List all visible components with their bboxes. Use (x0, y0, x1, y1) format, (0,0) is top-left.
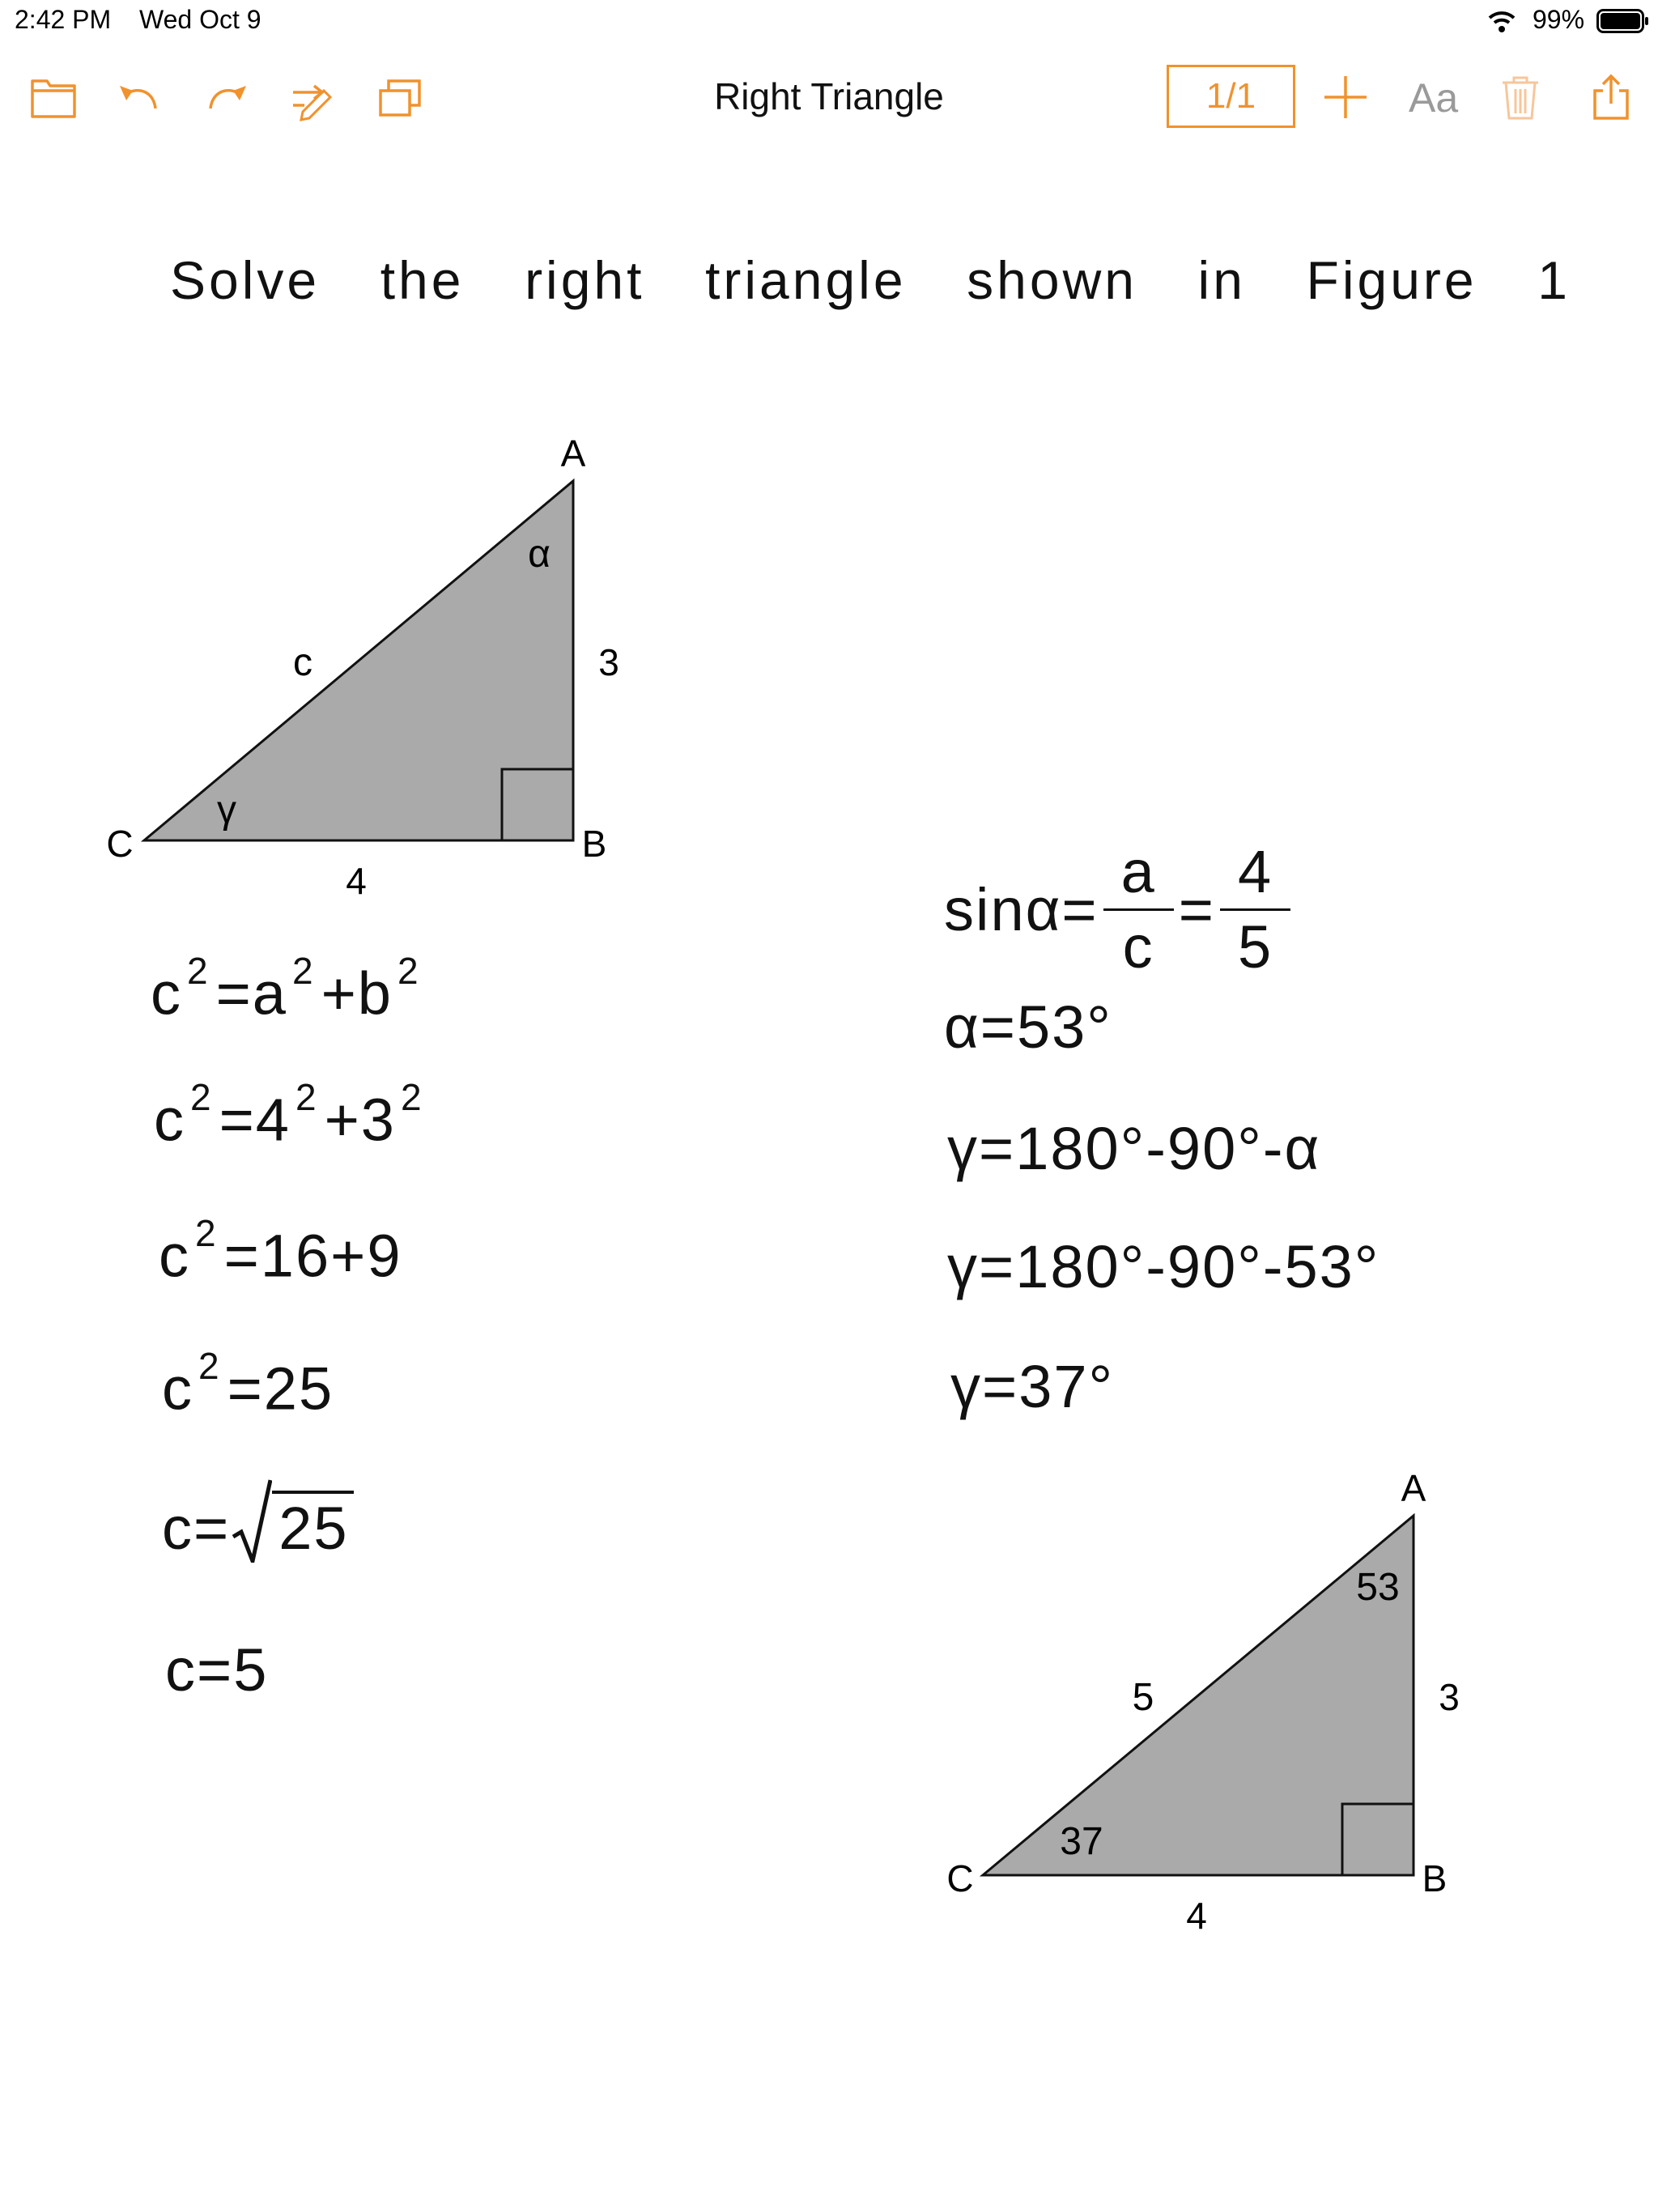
angle-label-gamma: γ (217, 789, 236, 832)
step-sine-ratio: sinα= $\frac{a}{c}$ = $\frac{4}{5}$ (944, 836, 1295, 984)
side-label-a: 3 (598, 641, 619, 683)
heading-word: in (1197, 250, 1246, 310)
step-gamma-result: γ=37° (950, 1353, 1115, 1420)
status-time: 2:42 PM (15, 5, 112, 34)
heading-word: the (380, 250, 465, 310)
step-squares: c $^2$ =16+9 (159, 1212, 402, 1290)
step-alpha-value: α=53° (944, 993, 1112, 1061)
triangle-2-shape (983, 1516, 1414, 1875)
step-gamma-substitution: γ=180°-90°-53° (947, 1233, 1380, 1300)
heading-word: Figure (1306, 250, 1477, 310)
fraction-4-over-5: $\frac{4}{5}$ (1220, 836, 1290, 984)
vertex-label-c: C (106, 823, 134, 865)
vertex-label-a: A (560, 432, 586, 474)
radical: 25 (230, 1478, 353, 1563)
angle-label-alpha: α (528, 533, 551, 576)
heading-word: right (525, 250, 645, 310)
vertex-label-c-2: C (946, 1857, 974, 1899)
side-label-c: c (293, 641, 312, 684)
status-date: Wed Oct 9 (139, 5, 261, 34)
step-pythagorean-formula: c $^2$ =a $^2$ +b $^2$ (151, 950, 420, 1027)
angle-label-c-2: 37 (1060, 1820, 1103, 1863)
font-button[interactable]: Aa (1409, 75, 1459, 121)
fraction-a-over-c: $\frac{a}{c}$ (1103, 836, 1174, 984)
heading-word: shown (967, 250, 1137, 310)
side-label-b: 4 (346, 860, 367, 902)
vertex-label-b-2: B (1422, 1857, 1448, 1899)
heading-word: 1 (1537, 250, 1571, 310)
battery-percent: 99% (1533, 5, 1585, 34)
step-square-root: c= 25 (162, 1478, 354, 1563)
angle-label-a-2: 53 (1356, 1566, 1400, 1609)
side-label-a-2: 3 (1439, 1676, 1460, 1718)
step-sum: c $^2$ =25 (162, 1345, 334, 1423)
page-indicator[interactable]: 1/1 (1167, 65, 1295, 128)
vertex-label-b: B (581, 823, 607, 865)
step-result-c: c=5 (165, 1636, 269, 1704)
step-gamma-formula: γ=180°-90°-α (947, 1115, 1321, 1182)
step-substitution: c $^2$ =4 $^2$ +3 $^2$ (154, 1076, 423, 1154)
heading-word: Solve (170, 250, 321, 310)
side-label-c-2: 5 (1132, 1676, 1154, 1719)
document-title: Right Triangle (714, 75, 944, 117)
side-label-b-2: 4 (1186, 1895, 1207, 1937)
heading-word: triangle (705, 250, 907, 310)
vertex-label-a-2: A (1401, 1467, 1426, 1509)
